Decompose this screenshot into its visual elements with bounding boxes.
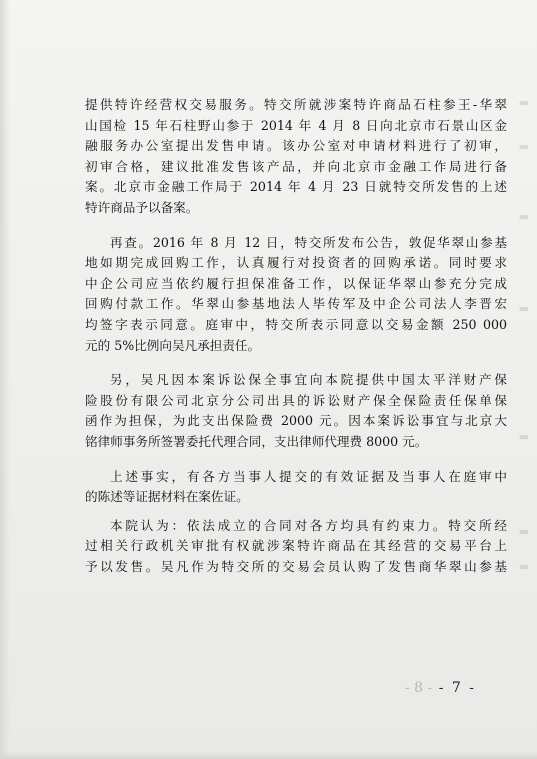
bleed-through-mark: ▬	[518, 140, 529, 153]
text-line: 元的 5%比例向吴凡承担责任。	[85, 337, 261, 353]
text-line: 回购付款工作。华翠山参基地法人毕传军及中企公司法人李晋宏	[85, 296, 507, 312]
text-line: 中企公司应当依约履行担保准备工作，以保证华翠山参充分完成	[85, 275, 507, 291]
text-line: 予以发售。吴凡作为特交所的交易会员认购了发售商华翠山参基	[85, 558, 507, 574]
paragraph	[85, 233, 507, 357]
bleed-through-mark: ▬	[518, 96, 529, 109]
text-line: 山国检 15 年石柱野山参于 2014 年 4 月 8 日向北京市石景山区金	[85, 117, 507, 133]
body-text	[85, 95, 507, 577]
paragraph	[85, 467, 507, 508]
paragraph-gap	[85, 508, 507, 516]
scan-left-edge	[0, 0, 10, 759]
text-line: 铭律师事务所签署委托代理合同，支出律师代理费 8000 元。	[85, 433, 428, 449]
page-number-text: - 7 -	[438, 680, 477, 696]
text-line: 过相关行政机关审批有权就涉案特许商品在其经营的交易平台上	[85, 538, 507, 554]
text-line: 上述事实，有各方当事人提交的有效证据及当事人在庭审中	[110, 468, 507, 484]
text-line: 初审合格，建议批准发售该产品，并向北京市金融工作局进行备	[85, 158, 507, 174]
text-line: 提供特许经营权交易服务。特交所就涉案特许商品石柱参王-华翠	[85, 97, 507, 112]
text-line: 另，吴凡因本案诉讼保全事宜向本院提供中国太平洋财产保	[110, 372, 507, 388]
paragraph	[85, 95, 507, 219]
bleed-through-mark: ▬	[518, 560, 529, 573]
text-line: 的陈述等证据材料在案佐证。	[85, 489, 249, 505]
text-line: 险股份有限公司北京分公司出具的诉讼财产保全保险责任保单保	[85, 392, 507, 408]
bleed-through-mark: ▬	[518, 302, 529, 315]
text-line: 本院认为：依法成立的合同对各方均具有约束力。特交所经	[110, 517, 507, 533]
bleed-through-mark: ▬	[518, 525, 529, 538]
text-line: 再查。2016 年 8 月 12 日，特交所发布公告，敦促华翠山参基	[110, 234, 507, 250]
scan-bottom-edge	[0, 751, 537, 759]
paragraph	[85, 516, 507, 578]
bleed-through-mark: ▬	[518, 430, 529, 443]
bleed-through-mark: ▬	[518, 210, 529, 223]
text-line: 均签字表示同意。庭审中，特交所表示同意以交易金额 250 000	[85, 316, 507, 332]
paragraph	[85, 370, 507, 452]
text-line: 案。北京市金融工作局于 2014 年 4 月 23 日就特交所发售的上述	[85, 179, 507, 195]
text-line: 函作为担保，为此支出保险费 2000 元。因本案诉讼事宜与北京大	[85, 413, 507, 429]
paragraph-gap	[85, 219, 507, 233]
text-line: 特许商品予以备案。	[85, 199, 199, 215]
ghost-page-number: - 8 -	[405, 680, 433, 696]
text-line: 地如期完成回购工作，认真履行对投资者的回购承诺。同时要求	[85, 255, 507, 271]
text-line: 融服务办公室提出发售申请。该办公室对申请材料进行了初审，	[85, 138, 507, 154]
paragraph-gap	[85, 453, 507, 467]
page-number	[405, 680, 476, 696]
paragraph-gap	[85, 356, 507, 370]
